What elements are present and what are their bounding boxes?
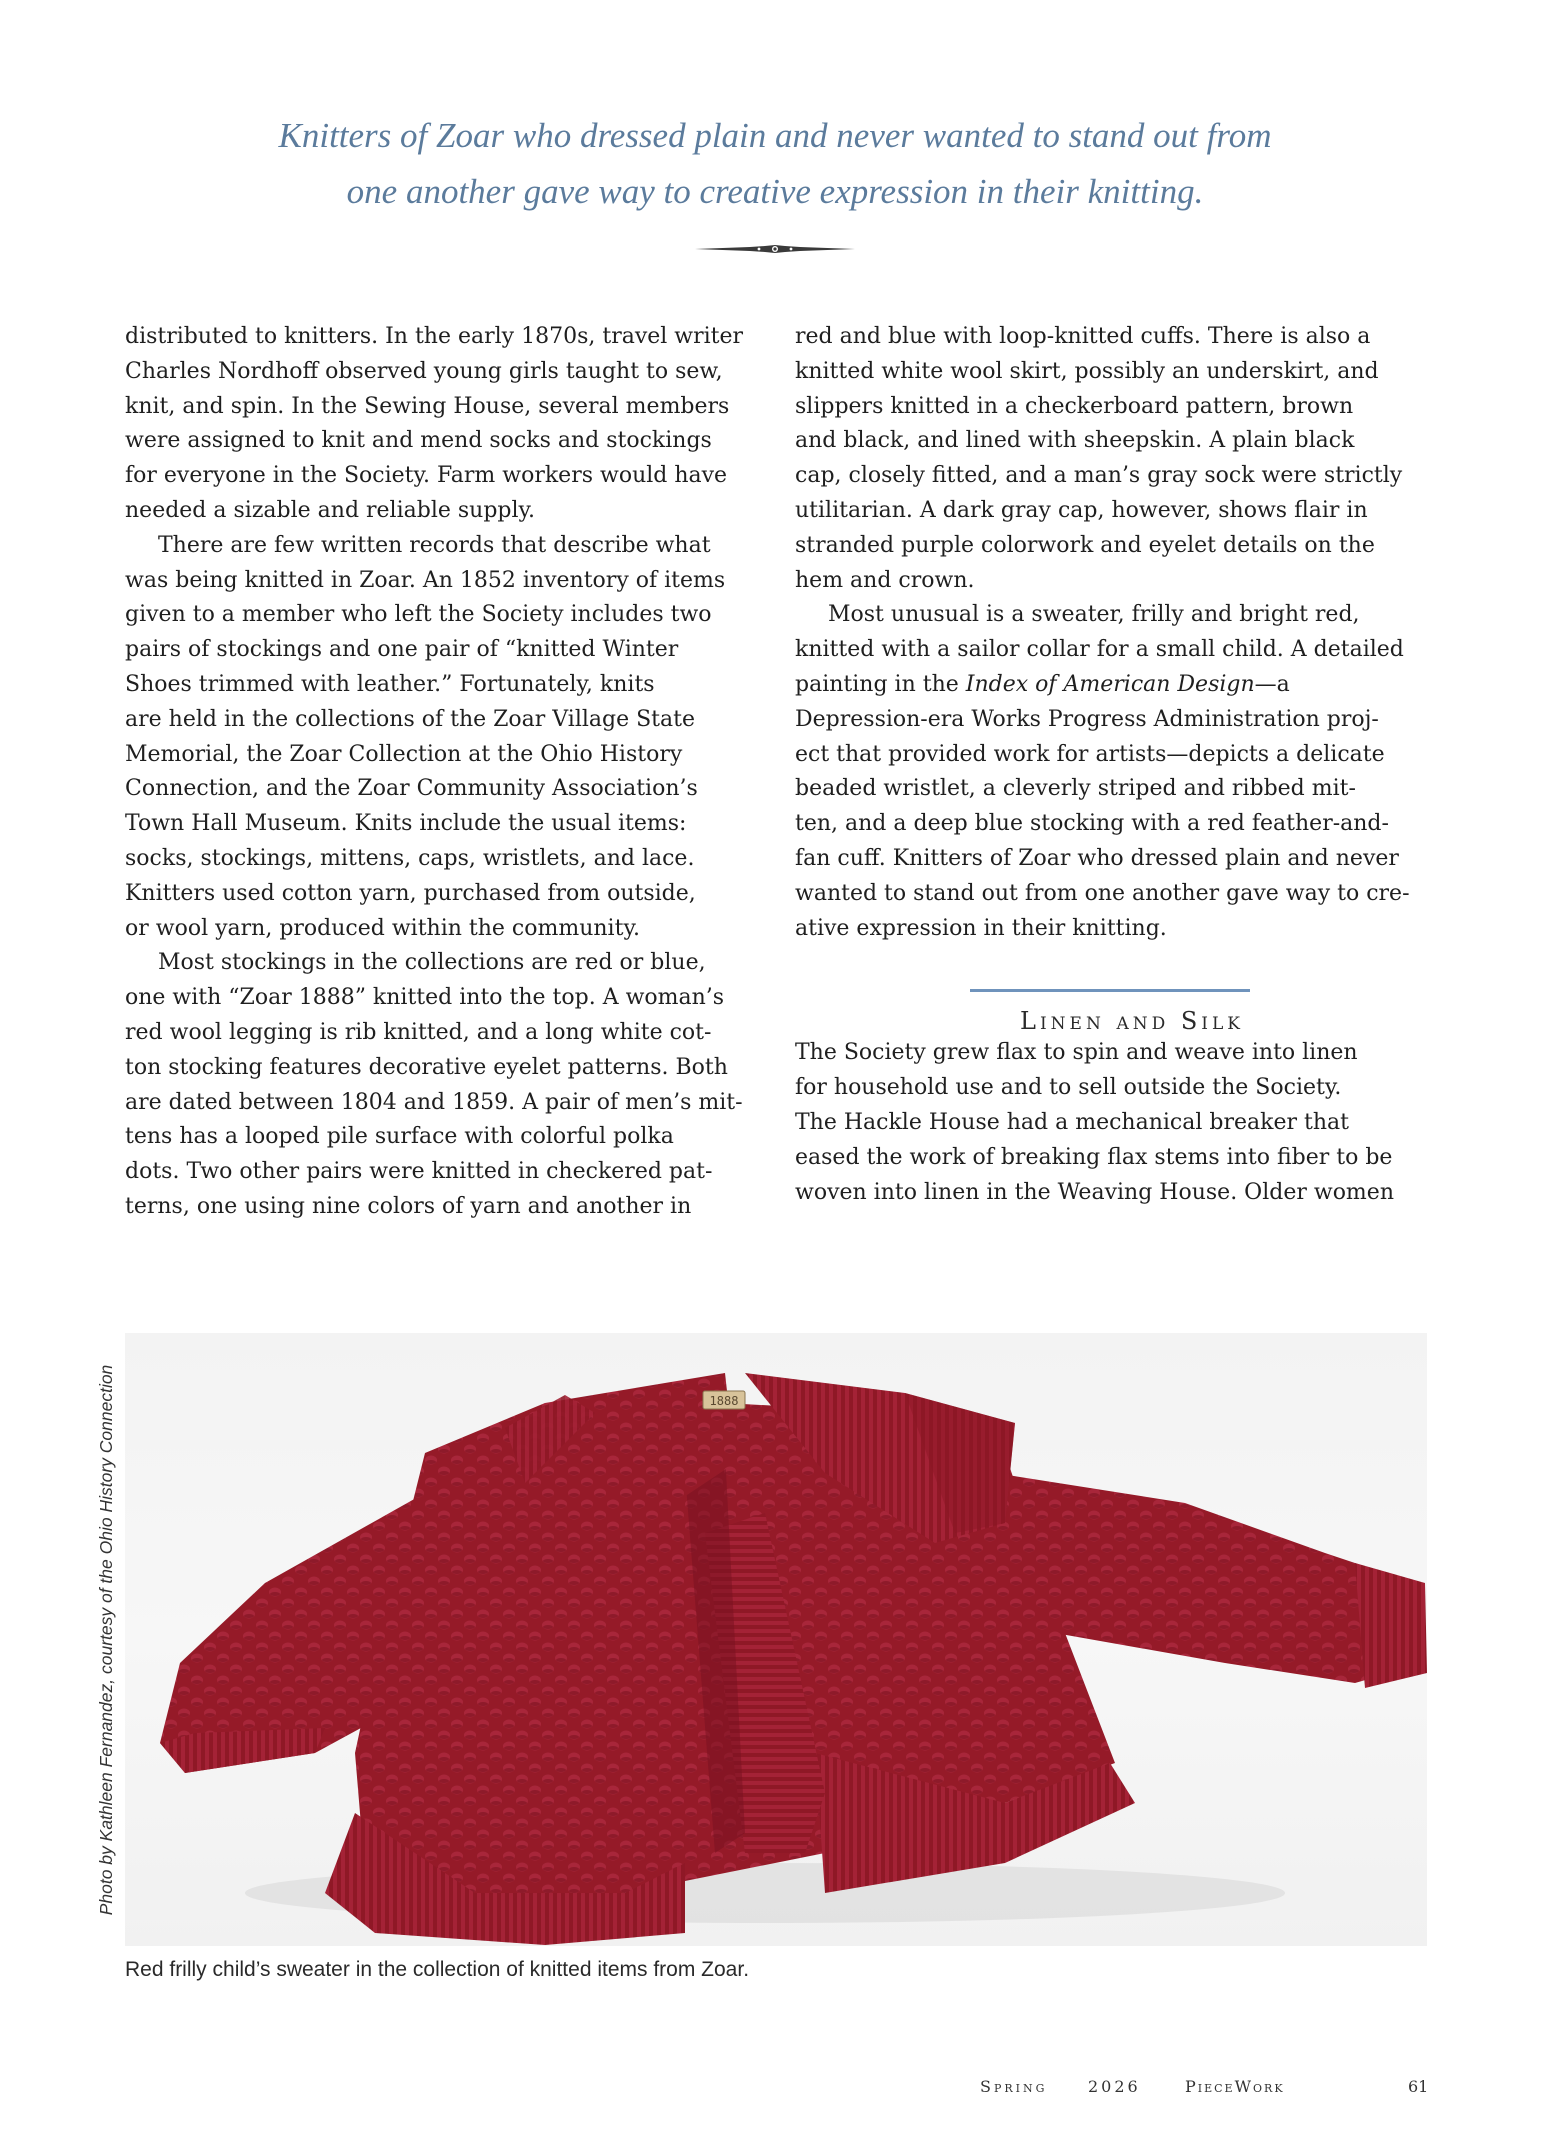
body-line: red and blue with loop-knitted cuffs. There is also a (795, 324, 1371, 349)
body-line: knitted white wool skirt, possibly an underskirt, and (795, 358, 1379, 384)
body-line: There are few written records that describe what (158, 532, 711, 558)
body-line: Most unusual is a sweater, frilly and bright red, (828, 602, 1360, 628)
body-line: The Hackle House had a mechanical breaker that (795, 1109, 1349, 1135)
body-line: tens has a looped pile surface with colorful polka (125, 1124, 674, 1150)
body-line: knitted with a sailor collar for a small child. A detailed (795, 637, 1404, 663)
body-line: red wool legging is rib knitted, and a long white cot- (125, 1019, 712, 1045)
body-line: are dated between 1804 and 1859. A pair of men’s mit- (125, 1089, 743, 1115)
pull-quote-line: Knitters of Zoar who dressed plain and never wanted to stand out from (278, 116, 1272, 155)
body-line: cap, closely fitted, and a man’s gray sock were strictly (795, 463, 1403, 489)
body-line: stranded purple colorwork and eyelet details on the (795, 532, 1375, 558)
body-line: ative expression in their knitting. (795, 915, 1167, 941)
body-line: Shoes trimmed with leather.” Fortunately, knits (125, 671, 655, 697)
body-line: Town Hall Museum. Knits include the usual items: (125, 811, 687, 837)
body-line: Knitters used cotton yarn, purchased from outside, (125, 880, 696, 906)
pull-quote-line: one another gave way to creative expression in their knitting. (346, 172, 1204, 211)
body-line: given to a member who left the Society includes two (125, 602, 712, 628)
body-line: or wool yarn, produced within the community. (125, 915, 640, 941)
body-line: and black, and lined with sheepskin. A plain black (795, 428, 1355, 454)
body-line: wanted to stand out from one another gave way to cre- (795, 880, 1410, 906)
pull-quote (150, 108, 1400, 220)
body-line: knit, and spin. In the Sewing House, several members (125, 393, 730, 419)
body-line: Charles Nordhoff observed young girls taught to sew, (125, 358, 723, 384)
italic-line-prefix: painting in the (795, 671, 966, 697)
body-line: pairs of stockings and one pair of “knitted Winter (125, 637, 679, 663)
body-line: eased the work of breaking flax stems into fiber to be (795, 1144, 1393, 1170)
page-number: 61 (1408, 2077, 1429, 2096)
index-of-american-design-title: Index of American Design (965, 671, 1255, 697)
sweater-photo (125, 1333, 1427, 1946)
body-line: Most stockings in the collections are red or blue, (158, 950, 706, 976)
body-line-with-italic (795, 668, 1445, 703)
body-line: for everyone in the Society. Farm workers would have (125, 463, 728, 489)
body-line: for household use and to sell outside the Society. (795, 1075, 1342, 1101)
body-line: ten, and a deep blue stocking with a red feather-and- (795, 811, 1389, 837)
body-line: dots. Two other pairs were knitted in checkered pat- (125, 1159, 713, 1185)
body-line: Depression-era Works Progress Administration proj- (795, 706, 1379, 732)
body-line: Memorial, the Zoar Collection at the Ohio History (125, 741, 683, 767)
photo-caption: Red frilly child’s sweater in the collection of knitted items from Zoar. (125, 1958, 750, 1981)
section-heading: Linen and Silk (1020, 1007, 1244, 1036)
body-line: are held in the collections of the Zoar Village State (125, 706, 695, 732)
italic-line-suffix: —a (1254, 671, 1290, 697)
body-line: needed a sizable and reliable supply. (125, 497, 536, 523)
right-column (795, 320, 1445, 1210)
body-line: ton stocking features decorative eyelet patterns. Both (125, 1054, 728, 1080)
body-line: The Society grew flax to spin and weave into linen (795, 1040, 1358, 1066)
body-line: were assigned to knit and mend socks and stockings (125, 428, 712, 454)
body-line: Connection, and the Zoar Community Association’s (125, 776, 698, 802)
body-line: was being knitted in Zoar. An 1852 inventory of items (125, 567, 726, 593)
body-line: distributed to knitters. In the early 1870s, travel writer (125, 324, 744, 349)
body-line: terns, one using nine colors of yarn and another in (125, 1193, 692, 1219)
body-line: hem and crown. (795, 567, 975, 593)
body-line: slippers knitted in a checkerboard pattern, brown (795, 393, 1354, 419)
body-line: beaded wristlet, a cleverly striped and ribbed mit- (795, 776, 1356, 802)
body-line: one with “Zoar 1888” knitted into the top. A woman’s (125, 985, 725, 1011)
body-line: socks, stockings, mittens, caps, wristlets, and lace. (125, 845, 695, 871)
footer-season: Spring (980, 2077, 1048, 2096)
body-line: woven into linen in the Weaving House. Older women (795, 1179, 1394, 1205)
photo-credit: Photo by Kathleen Fernandez, courtesy of the Ohio History Connection (96, 1364, 116, 1916)
body-line: fan cuff. Knitters of Zoar who dressed plain and never (795, 845, 1399, 871)
ornament-divider-icon (695, 241, 855, 257)
body-line: ect that provided work for artists—depicts a delicate (795, 741, 1385, 767)
sweater-illustration (125, 1333, 1427, 1946)
section-rule (970, 989, 1250, 992)
footer-magazine: PieceWork (1185, 2077, 1285, 2096)
footer-year: 2026 (1088, 2077, 1141, 2096)
left-column (125, 320, 775, 1225)
sweater-label-text: 1888 (709, 1394, 739, 1408)
body-line: utilitarian. A dark gray cap, however, shows flair in (795, 497, 1368, 523)
